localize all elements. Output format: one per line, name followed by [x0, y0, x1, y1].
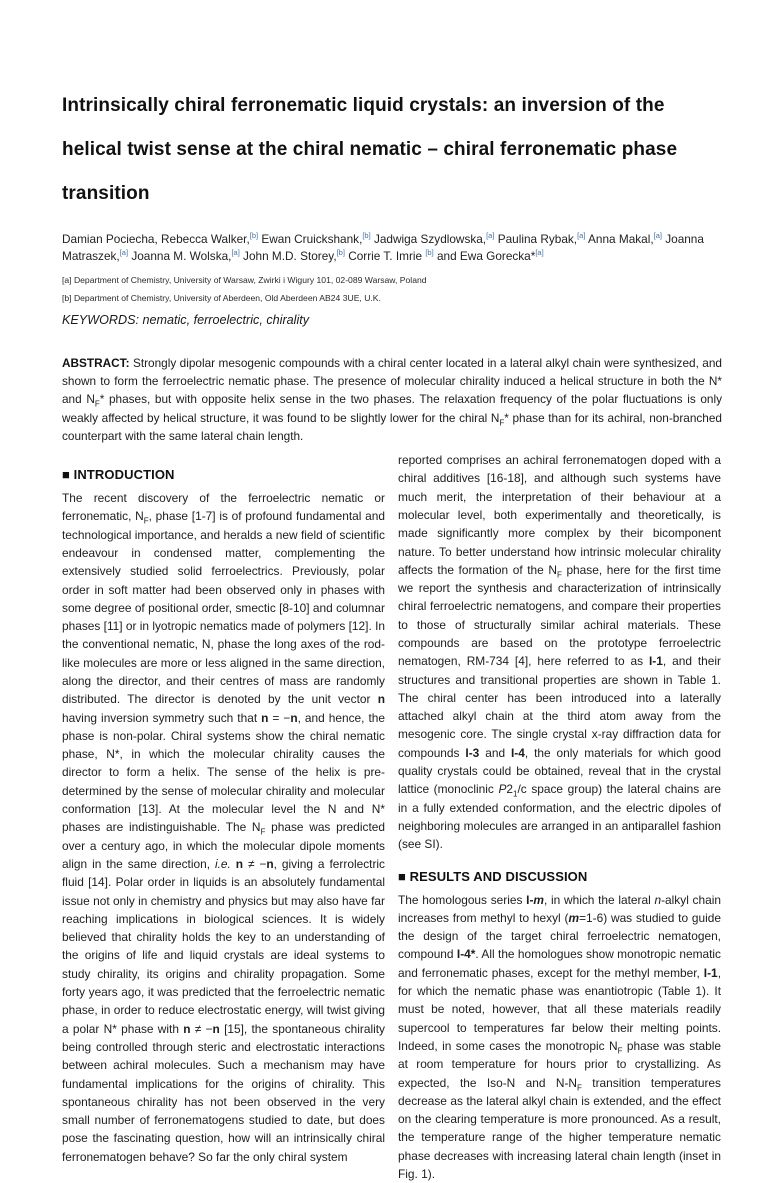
keywords-line: KEYWORDS: nematic, ferroelectric, chirality	[62, 313, 310, 327]
introduction-heading: ■ INTRODUCTION	[62, 467, 175, 483]
affiliation-b: [b] Department of Chemistry, University of Aberdeen, Old Aberdeen AB24 3UE, U.K.	[62, 293, 381, 303]
results-heading: ■ RESULTS AND DISCUSSION	[398, 868, 588, 884]
affiliation-a: [a] Department of Chemistry, University of Warsaw, Zwirki i Wigury 101, 02-089 Warsaw, Poland	[62, 275, 427, 285]
results-paragraph: The homologous series I-m, in which the lateral n-alkyl chain increases from methyl to hexyl (m=1-6) was studied to guide the design of the target chiral ferroelectric nematogen, compound I-4*. All the homologues show monotropic nematic and ferronematic phases, except for the methyl member, I-1, for which the nematic phase was enantiotropic (Table 1). It must be noted, however, that all these materials readily supercool to temperatures far below their melting points. Indeed, in some cases the monotropic $N_F$ phase was stable at room temperature for hours prior to crystallizing. As expected, the Iso-N and $N-N_F$ transition temperatures decrease as the lateral alkyl chain is extended, and the effect on the clearing temperature is more pronounced. As a result, the temperature range of the higher temperature nematic phase decreases with increasing lateral chain length (inset in Fig. 1).	[398, 892, 722, 1181]
two-column-body	[62, 451, 722, 1183]
introduction-continuation-paragraph: reported comprises an achiral ferronematogen doped with a chiral additives [16-18], and although such systems have much merit, the interpretation of their behaviour at a molecular level, both experimentally and theoretically, is made significantly more complex by their bicomponent nature. To better understand how intrinsic molecular chirality affects the formation of the $N_F$ phase, here for the first time we report the synthesis and characterization of intrinsically chiral ferroelectric nematogens, and compare their properties to those of structurally similar achiral materials. These compounds are based on the prototype ferroelectric nematogen, RM-734 [4], here referred to as I-1, and their structures and transitional properties are shown in Table 1. The chiral center has been introduced into a laterally attached alkyl chain at the third atom away from the mesogenic core. The single crystal x-ray diffraction data for compounds I-3 and I-4, the only materials for which good quality crystals could be obtained, reveal that in the crystal lattice (monoclinic $P2_1/c$ space group) the lateral chains are in a fully extended conformation, and the electric dipoles of neighboring molecules are arranged in an antiparallel fashion (see SI).	[398, 453, 722, 852]
author-list: Damian Pociecha, Rebecca Walker,[b] Ewan Cruickshank,[b] Jadwiga Szydlowska,[a] Paulina Rybak,[a] Anna Makal,[a] Joanna Matraszek,[a] Joanna M. Wolska,[a] John M.D. Storey,[b] Corrie T. Imrie [b] and Ewa Gorecka*[a]	[62, 231, 704, 263]
introduction-paragraph: The recent discovery of the ferroelectric nematic or ferronematic, $N_F$, phase [1-7] is of profound fundamental and technological importance, and heralds a new field of scientific endeavour in condensed matter, complementing the extensively studied solid ferroelectrics. Previously, polar order in soft matter had been observed only in phases with some degree of positional order, smectic [8-10] and columnar phases [11] or in lyotropic nematics made of polymers [12]. In the conventional nematic, N, phase the long axes of the rod-like molecules are more or less aligned in the same direction, along the director, and their centres of mass are randomly distributed. The director is denoted by the unit vector n having inversion symmetry such that n = −n, and hence, the phase is non-polar. Chiral systems show the chiral nematic phase, N*, in which the molecular chirality causes the director to form a helix. The sense of the helix is pre-determined by the sense of molecular chirality and molecular conformation [13]. At the molecular level the N and N* phases are indistinguishable. The $N_F$ phase was predicted over a century ago, in which the molecular dipole moments align in the same direction, i.e. n ≠ −n, giving a ferrolectric fluid [14]. Polar order in liquids is an absolutely fundamental issue not only in chemistry and physics but may also have far reaching implications in biological sciences. It is widely believed that chirality holds the key to an understanding of the origins of life and liquid crystals are ideal systems to study chirality, its origins and chirality propagation. Some forty years ago, it was predicted that the ferroelectric nematic phase, in order to reduce electrostatic energy, will twist giving a polar N* phase with n ≠ −n [15], the spontaneous chirality being controlled through steric and electrostatic interactions between achiral molecules. Such a mechanism may have fundamental implications for the origins of chirality. This spontaneous chirality has not been observed in the very small number of ferronematogens studied to date, but does pose the fascinating question, how will an intrinsically chiral ferronematogen behave? So far the only chiral system	[62, 491, 386, 1164]
paper-title: Intrinsically chiral ferronematic liquid crystals: an inversion of the helical twist sense at the chiral nematic – chiral ferronematic phase transition	[62, 95, 678, 204]
affiliations-block	[62, 275, 722, 304]
left-column	[62, 451, 385, 1183]
right-column	[398, 451, 721, 1183]
abstract-paragraph: ABSTRACT: Strongly dipolar mesogenic compounds with a chiral center located in a lateral alkyl chain were synthesized, and shown to form the ferroelectric nematic phase. The presence of molecular chirality induced a helical structure in both the N* and $N_F*$ phases, but with opposite helix sense in the two phases. The relaxation frequency of the polar fluctuations is only weakly affected by helical structure, it was found to be slightly lower for the chiral $N_F*$ phase than for its achiral, non-branched counterpart with the same lateral chain length.	[62, 356, 722, 443]
